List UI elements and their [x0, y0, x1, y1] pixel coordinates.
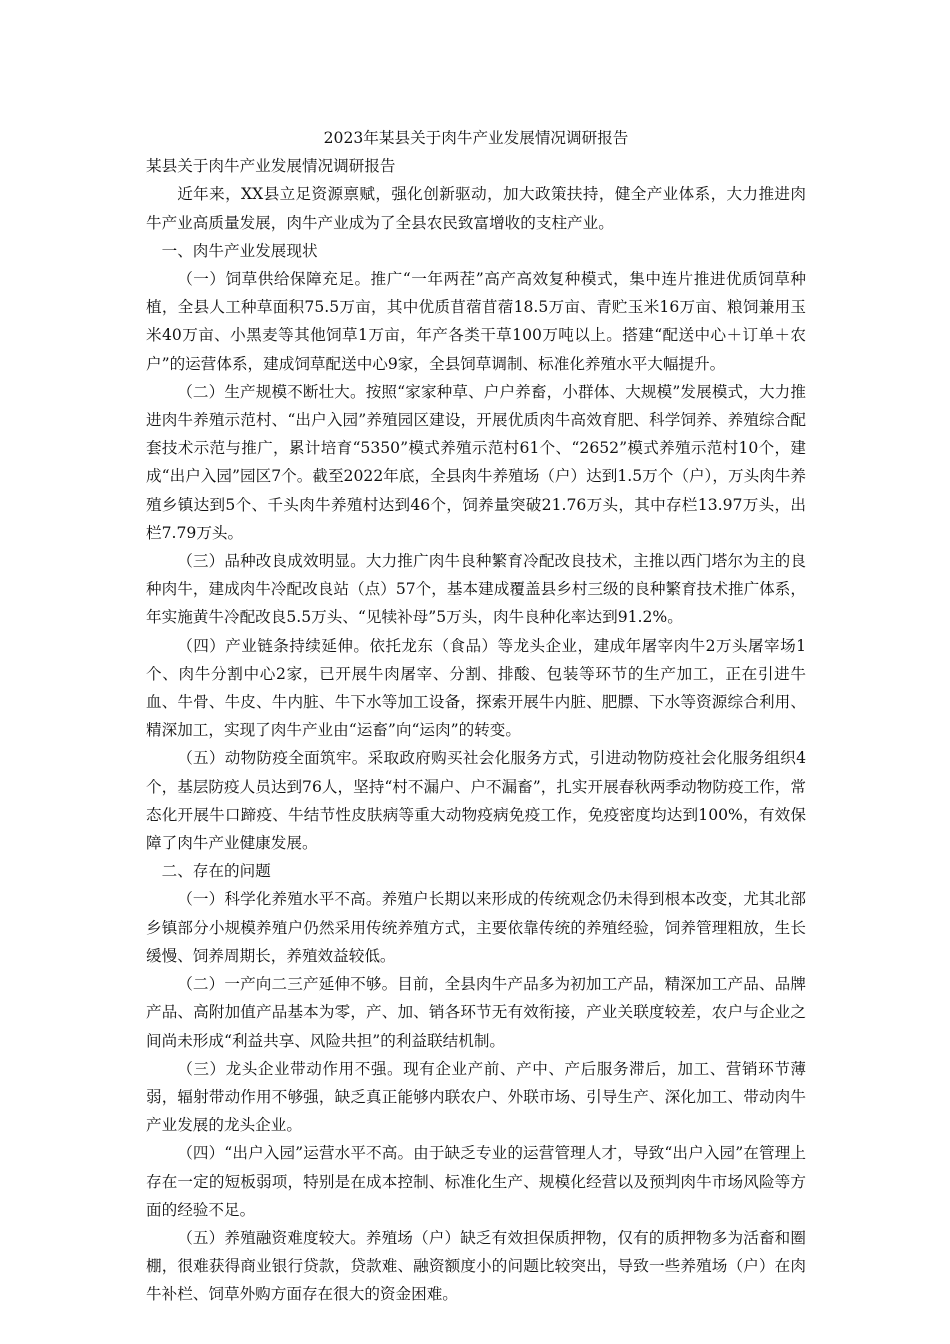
paragraph-production-scale: （二）生产规模不断壮大。按照“家家种草、户户养畜，小群体、大规模”发展模式，大力推进肉牛养殖示范村、“出户入园”养殖园区建设，开展优质肉牛高效育肥、科学饲养、养殖综合配套技术示范与推广，累计培育“5350”模式养殖示范村61个、“2652”模式养殖示范村10个，建成“出户入园”园区7个。截至2022年底，全县肉牛养殖场（户）达到1.5万个（户），万头肉牛养殖乡镇达到5个、千头肉牛养殖村达到46个，饲养量突破21.76万头，其中存栏13.97万头，出栏7.79万头。 [146, 382, 806, 542]
paragraph-forage-supply: （一）饲草供给保障充足。推广“一年两茬”高产高效复种模式，集中连片推进优质饲草种植，全县人工种草面积75.5万亩，其中优质苜蓿苜蓿18.5万亩、青贮玉米16万亩、粮饲兼用玉米40万亩、小黑麦等其他饲草1万亩，年产各类干草100万吨以上。搭建“配送中心＋订单＋农户”的运营体系，建成饲草配送中心9家，全县饲草调制、标准化养殖水平大幅提升。 [146, 270, 806, 373]
intro-paragraph: 近年来，XX县立足资源禀赋，强化创新驱动，加大政策扶持，健全产业体系，大力推进肉牛产业高质量发展，肉牛产业成为了全县农民致富增收的支柱产业。 [146, 185, 806, 232]
paragraph-problem-leading-enterprise: （三）龙头企业带动作用不强。现有企业产前、产中、产后服务滞后，加工、营销环节薄弱，辐射带动作用不够强，缺乏真正能够内联农户、外联市场、引导生产、深化加工、带动肉牛产业发展的龙头企业。 [146, 1059, 806, 1135]
paragraph-problem-industry-extension: （二）一产向二三产延伸不够。目前，全县肉牛产品多为初加工产品，精深加工产品、品牌产品、高附加值产品基本为零，产、加、销各环节无有效衔接，产业关联度较差，农户与企业之间尚未形成“利益共享、风险共担”的利益联结机制。 [146, 975, 806, 1050]
document-title: 2023年某县关于肉牛产业发展情况调研报告 [323, 129, 629, 147]
document-page [146, 124, 806, 1309]
paragraph-problem-park-operation: （四）“出户入园”运营水平不高。由于缺乏专业的运营管理人才，导致“出户入园”在管理上存在一定的短板弱项，特别是在成本控制、标准化生产、规模化经营以及预判肉牛市场风险等方面的经验不足。 [146, 1144, 806, 1219]
paragraph-problem-scientific-breeding: （一）科学化养殖水平不高。养殖户长期以来形成的传统观念仍未得到根本改变，尤其北部乡镇部分小规模养殖户仍然采用传统养殖方式，主要依靠传统的养殖经验，饲养管理粗放，生长缓慢、饲养周期长，养殖效益较低。 [146, 890, 806, 965]
paragraph-problem-financing: （五）养殖融资难度较大。养殖场（户）缺乏有效担保质押物，仅有的质押物多为活畜和圈棚，很难获得商业银行贷款，贷款难、融资额度小的问题比较突出，导致一些养殖场（户）在肉牛补栏、饲草外购方面存在很大的资金困难。 [146, 1228, 806, 1304]
paragraph-epidemic-prevention: （五）动物防疫全面筑牢。采取政府购买社会化服务方式，引进动物防疫社会化服务组织4个，基层防疫人员达到76人，坚持“村不漏户、户不漏畜”，扎实开展春秋两季动物防疫工作，常态化开展牛口蹄疫、牛结节性皮肤病等重大动物疫病免疫工作，免疫密度均达到100%，有效保障了肉牛产业健康发展。 [146, 749, 806, 853]
paragraph-industry-chain: （四）产业链条持续延伸。依托龙东（食品）等龙头企业，建成年屠宰肉牛2万头屠宰场1个、肉牛分割中心2家，已开展牛肉屠宰、分割、排酸、包装等环节的生产加工，正在引进牛血、牛骨、牛皮、牛内脏、牛下水等加工设备，探索开展牛内脏、肥膘、下水等资源综合利用、精深加工，实现了肉牛产业由“运畜”向“运肉”的转变。 [146, 636, 806, 740]
section-heading-problems: 二、存在的问题 [161, 862, 271, 881]
paragraph-breed-improvement: （三）品种改良成效明显。大力推广肉牛良种繁育冷配改良技术，主推以西门塔尔为主的良种肉牛，建成肉牛冷配改良站（点）57个，基本建成覆盖县乡村三级的良种繁育技术推广体系，年实施黄牛冷配改良5.5万头、“见犊补母”5万头，肉牛良种化率达到91.2%。 [146, 552, 806, 627]
section-heading-status: 一、肉牛产业发展现状 [161, 241, 318, 260]
document-subtitle: 某县关于肉牛产业发展情况调研报告 [146, 157, 396, 176]
